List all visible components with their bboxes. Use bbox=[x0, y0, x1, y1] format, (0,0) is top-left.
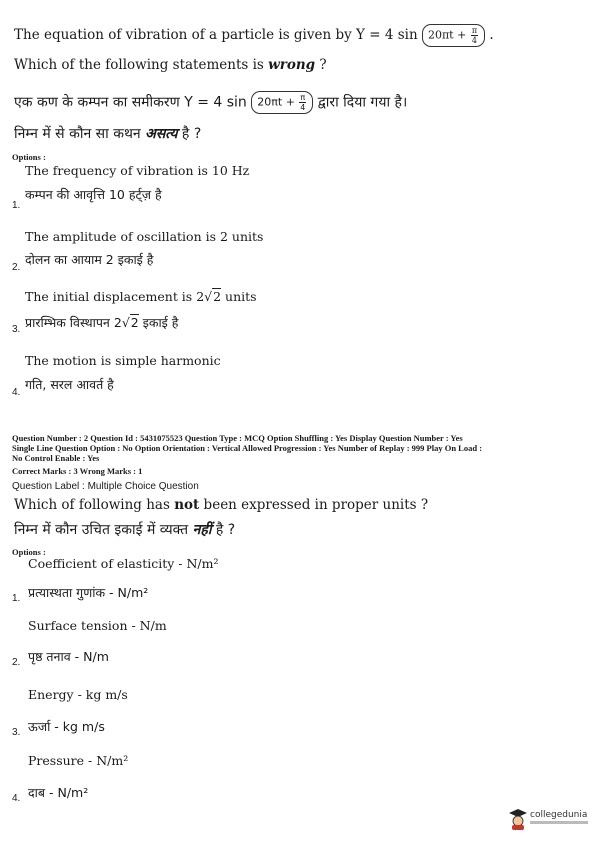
logo-tagline-bar bbox=[530, 821, 588, 824]
q2-option-3-hi[interactable]: ऊर्जा - kg m/s bbox=[28, 719, 105, 734]
q1-equation-paren bbox=[422, 24, 485, 47]
q2-option-4-number: 4. bbox=[12, 793, 21, 804]
q1-option-3-hi-suffix: इकाई है bbox=[138, 315, 179, 330]
q1-which-hi bbox=[14, 124, 201, 143]
q1-eq-num: π bbox=[471, 26, 478, 35]
q1-stem-hi-suffix: द्वारा दिया गया है। bbox=[317, 94, 408, 111]
q1-option-3-en-coef: 2 bbox=[196, 289, 205, 304]
q1-option-3-hi-coef: 2 bbox=[113, 315, 122, 330]
q2-stem-hi-suffix: है ? bbox=[211, 522, 236, 538]
q1-option-4-number: 4. bbox=[12, 387, 21, 398]
q2-options-label: Options : bbox=[12, 547, 46, 557]
q1-option-3-hi-radicand: 2 bbox=[130, 315, 139, 330]
q1-which-suffix: ? bbox=[315, 57, 327, 73]
q1-option-3-hi[interactable]: प्रारम्भिक विस्थापन 2√2 इकाई है bbox=[25, 315, 179, 330]
q2-meta-line-3: No Control Enable : Yes bbox=[12, 453, 100, 463]
q1-which-hi-suffix: है ? bbox=[177, 126, 202, 142]
q2-option-4-hi[interactable]: दाब - N/m² bbox=[28, 785, 89, 800]
q1-hi-eq-term: 20πt + bbox=[257, 95, 295, 109]
q1-option-4-en[interactable]: The motion is simple harmonic bbox=[25, 353, 221, 368]
q1-option-1-number: 1. bbox=[12, 200, 21, 211]
q1-stem-en-text: The equation of vibration of a particle is given by Y = 4 sin bbox=[14, 27, 418, 43]
q1-hi-eq-den: 4 bbox=[300, 103, 306, 112]
q2-marks: Correct Marks : 3 Wrong Marks : 1 bbox=[12, 466, 143, 476]
q1-option-1-hi[interactable]: कम्पन की आवृत्ति 10 हर्ट्ज़ है bbox=[25, 187, 162, 202]
q1-stem-hi-text: एक कण के कम्पन का समीकरण Y = 4 sin bbox=[14, 94, 247, 111]
q1-option-3-en-suffix: units bbox=[221, 289, 257, 304]
q2-option-3-number: 3. bbox=[12, 727, 21, 738]
q2-option-3-en[interactable]: Energy - kg m/s bbox=[28, 687, 128, 702]
q1-stem-hi bbox=[14, 91, 407, 114]
q1-which-prefix: Which of the following statements is bbox=[14, 57, 269, 73]
q2-question-label: Question Label : Multiple Choice Question bbox=[12, 481, 199, 492]
q1-which-en bbox=[14, 57, 327, 73]
q2-meta-line-2: Single Line Question Option : No Option Orientation : Vertical Allowed Progression : Yes Number of Replay : 999 Play On Load : bbox=[12, 443, 483, 453]
q1-option-2-hi[interactable]: दोलन का आयाम 2 इकाई है bbox=[25, 252, 154, 267]
q2-option-2-hi[interactable]: पृष्ठ तनाव - N/m bbox=[28, 649, 109, 664]
q1-which-emph: wrong bbox=[268, 57, 316, 73]
q1-option-1-en[interactable]: The frequency of vibration is 10 Hz bbox=[25, 163, 250, 178]
q1-option-4-hi[interactable]: गति, सरल आवर्त है bbox=[25, 377, 114, 392]
q2-option-4-en[interactable]: Pressure - N/m² bbox=[28, 753, 129, 768]
q2-option-1-en[interactable]: Coefficient of elasticity - N/m² bbox=[28, 556, 219, 571]
q1-option-3-en-radicand: 2 bbox=[213, 289, 222, 304]
q2-option-1-hi[interactable]: प्रत्यास्थता गुणांक - N/m² bbox=[28, 585, 149, 600]
q1-option-2-en[interactable]: The amplitude of oscillation is 2 units bbox=[25, 229, 264, 244]
q1-option-3-en-prefix: The initial displacement is bbox=[25, 289, 197, 304]
q2-stem-hi-emph: नहीं bbox=[192, 522, 212, 538]
q1-option-3-en[interactable]: The initial displacement is 2√2 units bbox=[25, 289, 257, 304]
q2-meta-line-1: Question Number : 2 Question Id : 5431075523 Question Type : MCQ Option Shuffling : Yes Display Question Number : Yes bbox=[12, 433, 463, 443]
collegedunia-logo bbox=[508, 806, 588, 832]
q2-option-2-number: 2. bbox=[12, 657, 21, 668]
q1-hi-eq-num: π bbox=[300, 93, 306, 102]
q1-stem-en bbox=[14, 24, 494, 47]
q1-hi-equation-paren bbox=[251, 91, 313, 114]
q1-eq-term: 20πt + bbox=[427, 28, 467, 42]
q1-options-label: Options : bbox=[12, 152, 46, 162]
q2-option-2-en[interactable]: Surface tension - N/m bbox=[28, 618, 167, 633]
q2-stem-suffix: been expressed in proper units ? bbox=[199, 497, 429, 513]
q1-option-3-hi-prefix: प्रारम्भिक विस्थापन bbox=[25, 315, 114, 330]
q2-stem-hi bbox=[14, 520, 235, 539]
q2-stem-en bbox=[14, 497, 428, 513]
q2-option-1-number: 1. bbox=[12, 593, 21, 604]
q1-stem-end: . bbox=[489, 27, 494, 43]
q1-option-3-number: 3. bbox=[12, 324, 21, 335]
q2-stem-prefix: Which of following has bbox=[14, 497, 175, 513]
q1-hi-eq-fraction bbox=[299, 93, 306, 112]
q1-which-hi-prefix: निम्न में से कौन सा कथन bbox=[14, 126, 146, 142]
q1-option-2-number: 2. bbox=[12, 262, 21, 273]
q1-which-hi-emph: असत्य bbox=[145, 126, 178, 142]
q1-eq-fraction bbox=[471, 26, 478, 45]
q2-stem-emph: not bbox=[174, 497, 200, 513]
q2-stem-hi-prefix: निम्न में कौन उचित इकाई में व्यक्त bbox=[14, 522, 193, 538]
q1-eq-den: 4 bbox=[471, 36, 477, 45]
graduate-icon bbox=[508, 808, 528, 830]
logo-text: collegedunia bbox=[530, 810, 588, 820]
